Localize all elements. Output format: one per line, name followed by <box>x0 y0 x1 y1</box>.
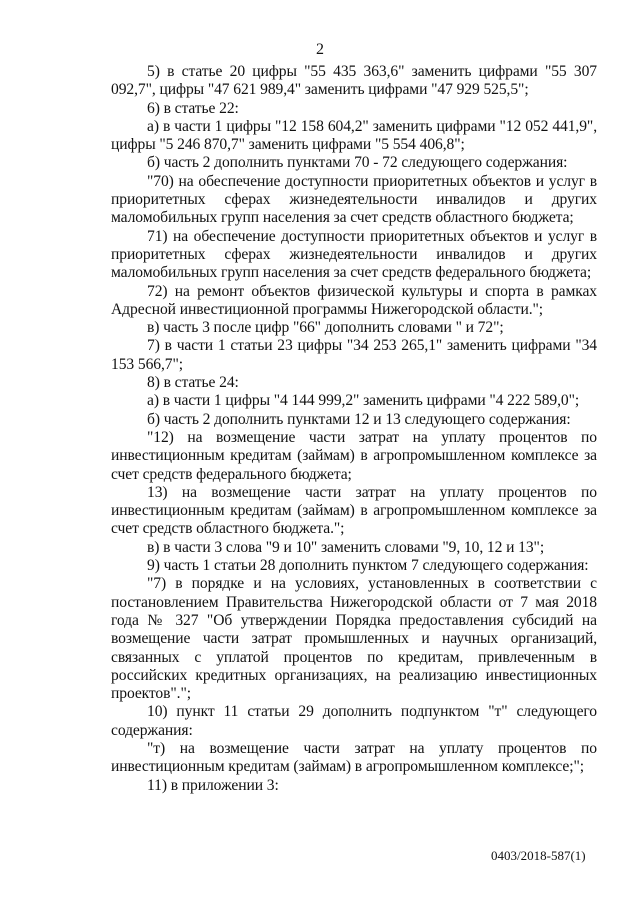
paragraph-point-70: "70) на обеспечение доступности приоритетных объектов и услуг в приоритетных сферах жизнедеятельности инвалидов и других маломобильных групп населения за счет средств областного бюджета; <box>111 172 597 227</box>
paragraph-point-7: "7) в порядке и на условиях, установленных в соответствии с постановлением Правительства Нижегородской области от 7 мая 2018 года № 327 "Об утверждении Порядка предоставления субсидий на возмещение части затрат промышленных и научных организаций, связанных с уплатой процентов по кредитам, привлеченным в российских кредитных организациях, на реализацию инвестиционных проектов"."; <box>111 575 597 703</box>
paragraph-item-7: 7) в части 1 статьи 23 цифры "34 253 265,1" заменить цифрами "34 153 566,7"; <box>111 337 597 373</box>
paragraph-subpoint-t: "т) на возмещение части затрат на уплату процентов по инвестиционным кредитам (займам) в агропромышленном комплексе;"; <box>111 739 597 776</box>
paragraph-point-72: 72) на ремонт объектов физической культуры и спорта в рамках Адресной инвестиционной программы Нижегородской области."; <box>111 282 597 318</box>
paragraph-item-8v: в) в части 3 слова "9 и 10" заменить словами "9, 10, 12 и 13"; <box>147 538 545 556</box>
paragraph-item-9: 9) часть 1 статьи 28 дополнить пунктом 7 следующего содержания: <box>147 557 589 575</box>
paragraph-item-5: 5) в статье 20 цифры "55 435 363,6" заменить цифрами "55 307 092,7", цифры "47 621 989,4" заменить цифрами "47 929 525,5"; <box>111 63 597 99</box>
paragraph-point-71: 71) на обеспечение доступности приоритетных объектов и услуг в приоритетных сферах жизнедеятельности инвалидов и других маломобильных групп населения за счет средств федерального бюджета; <box>111 227 597 282</box>
paragraph-item-6v: в) часть 3 после цифр "66" дополнить словами " и 72"; <box>147 319 504 337</box>
paragraph-item-8b: б) часть 2 дополнить пунктами 12 и 13 следующего содержания: <box>147 410 571 428</box>
paragraph-item-8: 8) в статье 24: <box>147 374 239 392</box>
document-registration-code: 0403/2018-587(1) <box>491 848 586 863</box>
document-body <box>111 63 597 795</box>
paragraph-point-13: 13) на возмещение части затрат на уплату процентов по инвестиционным кредитам (займам) в агропромышленном комплексе за счет средств областного бюджета."; <box>111 483 597 538</box>
paragraph-item-6b: б) часть 2 дополнить пунктами 70 - 72 следующего содержания: <box>147 154 568 172</box>
page-number: 2 <box>316 41 324 58</box>
paragraph-item-11: 11) в приложении 3: <box>147 776 279 794</box>
paragraph-item-6: 6) в статье 22: <box>147 99 239 117</box>
paragraph-item-8a: а) в части 1 цифры "4 144 999,2" заменить цифрами "4 222 589,0"; <box>147 392 580 410</box>
paragraph-item-10: 10) пункт 11 статьи 29 дополнить подпунктом "т" следующего содержания: <box>111 703 597 739</box>
paragraph-point-12: "12) на возмещение части затрат на уплату процентов по инвестиционным кредитам (займам) в агропромышленном комплексе за счет средств федерального бюджета; <box>111 428 597 483</box>
paragraph-item-6a: а) в части 1 цифры "12 158 604,2" заменить цифрами "12 052 441,9", цифры "5 246 870,7" заменить цифрами "5 554 406,8"; <box>111 117 597 154</box>
